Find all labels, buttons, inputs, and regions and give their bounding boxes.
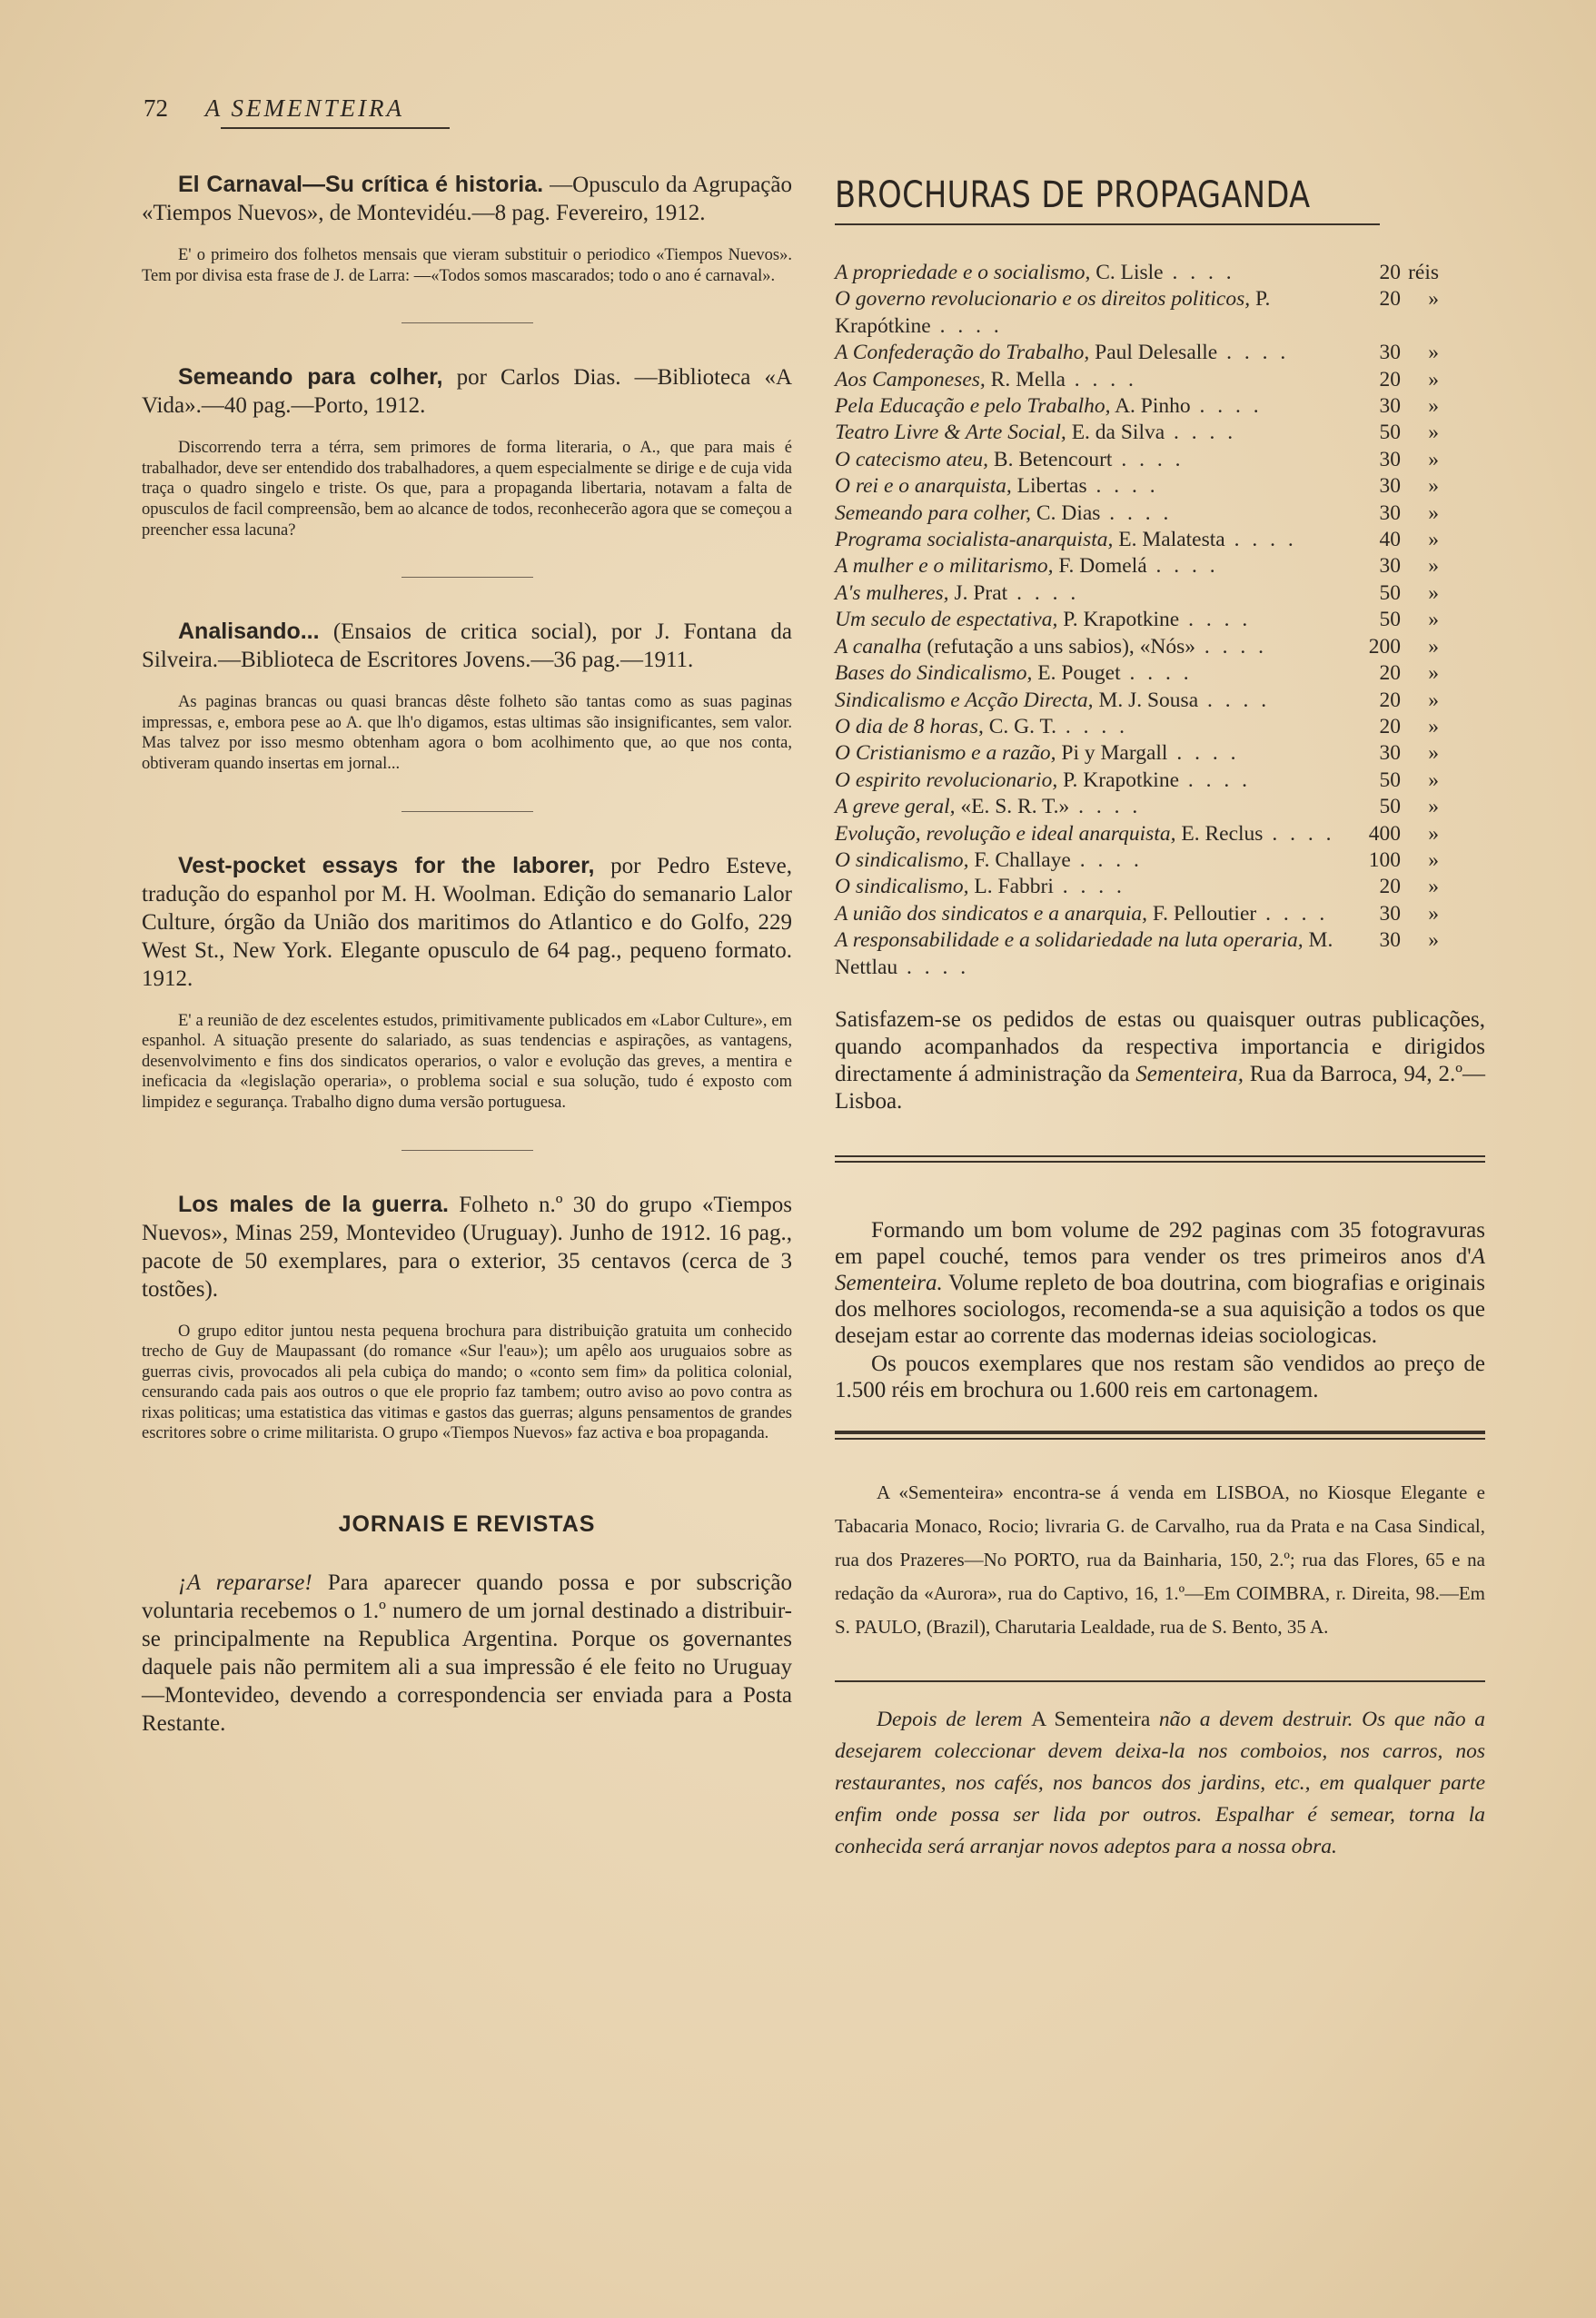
review-head [142, 852, 792, 993]
brochure-price-unit: » [1428, 608, 1439, 632]
brochure-title: Evolução, revolução e ideal anarquista, [835, 821, 1176, 846]
brochure-price: 100 [1368, 847, 1401, 872]
brochure-item [835, 607, 1485, 633]
brochure-item [835, 794, 1485, 820]
brochure-title: A canalha [835, 634, 922, 659]
brochure-item [835, 768, 1485, 794]
review-head [142, 1191, 792, 1303]
brochure-entry [835, 420, 1346, 446]
brochure-entry [835, 768, 1346, 794]
brochure-price: 20 [1379, 261, 1401, 284]
brochure-entry [835, 821, 1346, 847]
brochure-price-unit: » [1428, 421, 1439, 445]
brochure-price: 30 [1379, 554, 1401, 579]
brochure-price-unit: » [1428, 367, 1439, 391]
dot-leader: . . . . [1086, 474, 1159, 499]
review-title: Semeando para colher, [178, 364, 443, 391]
brochure-author: C. Dias [1031, 500, 1101, 525]
brochure-entry [835, 553, 1346, 580]
brochure-author: Paul Delesalle [1089, 341, 1218, 365]
brochure-entry [835, 688, 1346, 714]
brochure-author: A. Pinho [1110, 394, 1191, 419]
brochure-item [835, 553, 1485, 580]
dot-leader: . . . . [1146, 554, 1219, 579]
brochure-entry [835, 927, 1346, 981]
review-title: Los males de la guerra. [178, 1191, 449, 1217]
brochure-price: 200 [1368, 634, 1401, 659]
brochure-price-unit: » [1428, 634, 1439, 659]
brochure-entry [835, 473, 1346, 500]
brochures-title: BROCHURAS DE PROPAGANDA [835, 174, 1311, 216]
brochure-item [835, 634, 1485, 660]
brochure-author: (refutação a uns sabios), «Nós» [921, 634, 1196, 659]
brochure-price: 50 [1379, 795, 1401, 819]
brochure-price-unit: » [1428, 580, 1439, 605]
review-details: —Opusculo da Agrupação «Tiempos Nuevos», de Montevidéu.—8 pag. Fevereiro, 1912. [142, 173, 792, 225]
brochure-title: A greve geral, [835, 795, 956, 819]
brochure-item [835, 580, 1485, 607]
review-details: (Ensaios de critica social), por J. Fontana da Silveira.—Biblioteca de Escritores Jovens.—36 pag.—1911. [142, 619, 792, 673]
review-details: Folheto n.º 30 do grupo «Tiempos Nuevos», Minas 259, Montevideo (Uruguay). Junho de 1912. 16 pag., pacote de 50 exemplares, para o exterior, 35 centavos (cerca de 3 tostões). [142, 1192, 792, 1302]
brochure-price-unit: » [1428, 554, 1439, 579]
brochure-author: P. Krapótkine [835, 287, 1271, 338]
brochure-author: L. Fabbri [968, 875, 1054, 899]
brochure-title: Aos Camponeses, [835, 367, 986, 391]
separator-short [401, 1150, 533, 1151]
brochure-item [835, 688, 1485, 714]
separator-short [401, 322, 533, 323]
dot-leader: . . . . [1165, 421, 1237, 445]
dot-leader: . . . . [1070, 847, 1143, 872]
brochure-price-unit: » [1428, 500, 1439, 525]
brochure-item [835, 527, 1485, 553]
brochure-price: 40 [1379, 528, 1401, 552]
brochure-author: E. Malatesta [1113, 528, 1225, 552]
brochure-price-unit: » [1428, 821, 1439, 846]
dot-leader: . . . . [1198, 688, 1271, 712]
brochure-title: A's mulheres, [835, 580, 949, 605]
review-title: Vest-pocket essays for the laborer, [178, 852, 595, 878]
dot-leader: . . . . [1069, 795, 1142, 819]
brochure-author: P. Krapotkine [1057, 608, 1180, 632]
orders-notice: Satisfazem-se os pedidos de estas ou quaisquer outras publicações, quando acompanhados da respectiva importancia e dirigidos directamente á administração da Sementeira, Rua da Barroca, 94, 2.º—Lisboa. [835, 1006, 1485, 1114]
dot-leader: . . . . [1195, 634, 1268, 659]
dot-leader: . . . . [1053, 875, 1125, 899]
brochure-item [835, 260, 1485, 286]
brochure-entry [835, 286, 1346, 340]
jornais-lead: ¡A repararse! [178, 1570, 312, 1596]
dot-leader: . . . . [1179, 608, 1252, 632]
dot-leader: . . . . [1007, 580, 1080, 605]
brochure-price-unit: » [1428, 741, 1439, 766]
brochure-entry [835, 260, 1346, 286]
review-body: Discorrendo terra a térra, sem primores de forma literaria, o A., que para mais é trabalhador, deve ser entendido dos trabalhadores, a quem especialmente se dirige e de cuja vida traça o quadro singelo e triste. Os que, para a propaganda libertaria, notavam a falta de opusculos de facil compreensão, bem ao alcance de todos, reconhecerão agora que se começou a preencher essa lacuna? [142, 439, 792, 540]
brochure-price: 30 [1379, 447, 1401, 471]
brochure-price-unit: » [1428, 447, 1439, 471]
review-title: El Carnaval—Su crítica é historia. [178, 172, 544, 197]
dot-leader: . . . . [930, 313, 1003, 338]
brochure-title: O sindicalismo, [835, 875, 969, 899]
review-details: por Pedro Esteve, tradução do espanhol por M. H. Woolman. Edição do semanario Lalor Culture, órgão da União dos maritimos do Atlantico e do Golfo, 229 West St., New York. Elegante opusculo de 64 pag., pequeno formato. 1912. [142, 853, 793, 991]
dot-leader: . . . . [1179, 768, 1252, 792]
brochure-price-unit: » [1428, 795, 1439, 819]
brochure-entry [835, 714, 1346, 740]
brochure-title: O catecismo ateu, [835, 447, 989, 471]
brochure-title: A responsabilidade e a solidariedade na luta operaria, [835, 928, 1304, 953]
brochure-item [835, 367, 1485, 393]
brochure-price: 30 [1379, 741, 1401, 766]
brochure-item [835, 847, 1485, 874]
publication-title: A SEMENTEIRA [204, 94, 404, 122]
dot-leader: . . . . [1263, 821, 1335, 846]
brochure-price: 20 [1379, 714, 1401, 738]
brochures-title-rule [835, 223, 1380, 225]
brochure-price: 20 [1379, 688, 1401, 712]
review-title: Analisando... [178, 619, 320, 645]
edition-paragraph-2: Os poucos exemplares que nos restam são vendidos ao preço de 1.500 réis em brochura ou 1.600 reis em cartonagem. [835, 1351, 1485, 1402]
brochure-item [835, 340, 1485, 366]
brochure-price-unit: » [1428, 901, 1439, 926]
page-number: 72 [144, 94, 168, 122]
review-entry [142, 171, 792, 286]
brochure-price-unit: » [1428, 875, 1439, 899]
brochure-item [835, 714, 1485, 740]
brochure-author: F. Domelá [1053, 554, 1147, 579]
review-entry [142, 618, 792, 774]
brochure-item [835, 927, 1485, 981]
brochure-price-unit: » [1428, 528, 1439, 552]
brochure-entry [835, 527, 1346, 553]
brochure-title: Um seculo de espectativa, [835, 608, 1058, 632]
brochure-author: E. Reclus [1175, 821, 1264, 846]
review-entry [142, 852, 792, 1114]
brochure-title: O espirito revolucionario, [835, 768, 1058, 792]
brochure-entry [835, 393, 1346, 420]
review-head [142, 171, 792, 227]
brochure-author: M. Nettlau [835, 928, 1333, 979]
brochure-title: O dia de 8 horas, [835, 714, 984, 738]
separator-thick [835, 1431, 1485, 1440]
brochure-author: P. Krapotkine [1057, 768, 1180, 792]
brochure-author: «E. S. R. T.» [955, 795, 1070, 819]
brochure-author: R. Mella [985, 367, 1066, 391]
brochure-title: Bases do Sindicalismo, [835, 661, 1033, 686]
brochure-item [835, 740, 1485, 767]
brochure-item [835, 286, 1485, 340]
brochure-price-unit: » [1428, 394, 1439, 419]
brochure-author: F. Challaye [968, 847, 1071, 872]
brochure-entry [835, 500, 1346, 527]
dot-leader: . . . . [1217, 341, 1290, 365]
review-body: E' a reunião de dez escelentes estudos, primitivamente publicados em «Labor Culture», em espanhol. A situação presente do salariado, as suas tendencias e aspirações, as vantagens, desenvolvimento e fins dos sindicatos operarios, o valor e evolução das greves, a mentira e ineficacia da «legislação operaria», o problema social e sua solução, tudo é exposto com limpidez e segurança. Trabalho digno duma versão portuguesa. [142, 1011, 792, 1112]
brochure-author: C. Lisle [1090, 261, 1164, 284]
brochure-title: A Confederação do Trabalho, [835, 341, 1090, 365]
dot-leader: . . . . [897, 955, 970, 979]
brochure-price-unit: » [1428, 714, 1439, 738]
review-body: As paginas brancas ou quasi brancas dêste folheto são tantas como as suas paginas impressas, e, embora pese ao A. que lh'o digamos, estas ultimas são insignificantes, sem valor. Mas talvez por isso mesmo obtenham agora o bom acolhimento que, ao que nos conta, obtiveram quando insertas em jornal... [142, 693, 792, 773]
brochure-price: 20 [1379, 875, 1401, 899]
brochure-title: A união dos sindicatos e a anarquia, [835, 901, 1148, 926]
brochure-price: 30 [1379, 341, 1401, 365]
review-entry [142, 363, 792, 540]
separator-double [835, 1155, 1485, 1163]
brochure-title: A mulher e o militarismo, [835, 554, 1054, 579]
brochure-price: 20 [1379, 661, 1401, 686]
brochure-author: M. J. Sousa [1093, 688, 1199, 712]
brochure-title: Programa socialista-anarquista, [835, 528, 1114, 552]
brochure-title: O Cristianismo e a razão, [835, 741, 1056, 766]
brochure-entry [835, 447, 1346, 473]
brochure-price-unit: » [1428, 341, 1439, 365]
brochure-title: O governo revolucionario e os direitos politicos, [835, 287, 1251, 312]
brochure-price-unit: » [1428, 661, 1439, 686]
brochure-author: Libertas [1011, 474, 1087, 499]
brochure-entry [835, 580, 1346, 607]
brochure-price-unit: » [1428, 287, 1439, 312]
brochure-price: 50 [1379, 768, 1401, 792]
dot-leader: . . . . [1167, 741, 1240, 766]
brochure-price: 30 [1379, 474, 1401, 499]
dot-leader: . . . . [1120, 661, 1193, 686]
brochure-entry [835, 634, 1346, 660]
brochure-price: 50 [1379, 608, 1401, 632]
separator-final [835, 1680, 1485, 1682]
closing-note: Depois de lerem A Sementeira não a devem destruir. Os que não a desejarem coleccionar devem deixa-la nos comboios, nos carros, nos restaurantes, nos cafés, nos bancos dos jardins, etc., em qualquer parte enfim onde possa ser lida por outros. Espalhar é semear, torna la conhecida será arranjar novos adeptos para a nossa obra. [835, 1707, 1485, 1858]
header-underline [221, 127, 450, 129]
brochure-entry [835, 340, 1346, 366]
brochure-price: 30 [1379, 901, 1401, 926]
dot-leader: . . . . [1100, 500, 1173, 525]
brochure-item [835, 473, 1485, 500]
brochure-author: B. Betencourt [988, 447, 1113, 471]
brochure-item [835, 420, 1485, 446]
brochure-price: 30 [1379, 500, 1401, 525]
brochure-author: Pi y Margall [1056, 741, 1168, 766]
brochure-entry [835, 794, 1346, 820]
right-column [835, 171, 1485, 1863]
brochure-price: 20 [1379, 367, 1401, 391]
left-column [142, 171, 792, 1738]
brochure-price-unit: » [1428, 474, 1439, 499]
dot-leader: . . . . [1065, 367, 1137, 391]
review-entry [142, 1191, 792, 1445]
sale-locations-notice: A «Sementeira» encontra-se á venda em LISBOA, no Kiosque Elegante e Tabacaria Monaco, Rocio; livraria G. de Carvalho, rua da Prata e na Casa Sindical, rua dos Prazeres—No PORTO, rua da Bainharia, 150, 2.º; rua das Flores, 65 e na redação da «Aurora», rua do Captivo, 16, 1.º—Em COIMBRA, r. Direita, 98.—Em S. PAULO, (Brazil), Charutaria Lealdade, rua de S. Bento, 35 A. [835, 1481, 1485, 1638]
separator-short [401, 811, 533, 812]
dot-leader: . . . . [1190, 394, 1263, 419]
dot-leader: . . . . [1056, 714, 1128, 738]
brochure-price-unit: » [1428, 928, 1439, 953]
brochure-entry [835, 367, 1346, 393]
review-head [142, 618, 792, 674]
page-header [144, 94, 404, 123]
brochure-item [835, 660, 1485, 687]
brochure-entry [835, 901, 1346, 927]
brochure-author: J. Prat [948, 580, 1008, 605]
brochure-price-unit: » [1428, 688, 1439, 712]
brochure-price-unit: réis [1408, 261, 1439, 284]
brochure-price: 20 [1379, 287, 1401, 312]
brochure-title: Pela Educação e pelo Trabalho, [835, 394, 1111, 419]
brochure-list [835, 260, 1485, 981]
brochure-author: F. Pelloutier [1147, 901, 1257, 926]
brochure-entry [835, 874, 1346, 900]
brochure-title: A propriedade e o socialismo, [835, 261, 1091, 284]
edition-paragraph-1: Formando um bom volume de 292 paginas com 35 fotogravuras em papel couché, temos para vender os tres primeiros anos d'A Sementeira. Volume repleto de boa doutrina, com biografias e originais dos melhores sociologos, recomenda-se a sua aquisição a todos os que desejam estar ao corrente das modernas ideias sociologicas. [835, 1217, 1485, 1348]
brochure-item [835, 821, 1485, 847]
brochure-item [835, 447, 1485, 473]
brochure-title: Sindicalismo e Acção Directa, [835, 688, 1094, 712]
brochure-price: 50 [1379, 421, 1401, 445]
review-entries [142, 171, 792, 1444]
dot-leader: . . . . [1224, 528, 1297, 552]
jornais-paragraph: ¡A repararse! Para aparecer quando possa e por subscrição voluntaria recebemos o 1.º numero de um jornal destinado a distribuir-se principalmente na Republica Argentina. Porque os governantes daquele pais não permitem ali a sua impressão é ele feito no Uruguay—Montevideo, devendo a correspondencia ser enviada para a Posta Restante. [142, 1570, 792, 1737]
brochure-item [835, 874, 1485, 900]
dot-leader: . . . . [1163, 261, 1235, 284]
brochure-entry [835, 660, 1346, 687]
brochure-title: O rei e o anarquista, [835, 474, 1012, 499]
brochure-price: 50 [1379, 580, 1401, 605]
brochure-item [835, 500, 1485, 527]
section-heading-jornais: JORNAIS E REVISTAS [338, 1511, 596, 1538]
review-head [142, 363, 792, 420]
brochure-item [835, 901, 1485, 927]
separator-short [401, 577, 533, 578]
brochure-author: C. G. T. [983, 714, 1056, 738]
brochure-item [835, 393, 1485, 420]
review-details: por Carlos Dias. —Biblioteca «A Vida».—40 pag.—Porto, 1912. [142, 365, 792, 419]
brochure-price-unit: » [1428, 847, 1439, 872]
dot-leader: . . . . [1256, 901, 1329, 926]
brochure-author: E. da Silva [1066, 421, 1165, 445]
brochure-entry [835, 740, 1346, 767]
brochure-price: 400 [1368, 821, 1401, 846]
brochure-author: E. Pouget [1032, 661, 1121, 686]
review-body: O grupo editor juntou nesta pequena brochura para distribuição gratuita um conhecido trecho de Guy de Maupassant (do romance «Sur l'eau»); um apêlo aos uruguaios sobre as guerras civis, provocados ali pela cubiça do mando; o «conto sem fim» da politica colonial, censurando cada pais aos outros o que ele proprio faz tambem; outro aviso ao povo contra as rixas politicas; uma estatistica das vitimas e gastos das guerras; alguns pensamentos de grandes escritores sobre o crime militarista. O grupo «Tiempos Nuevos» faz activa e boa propaganda. [142, 1322, 792, 1443]
brochure-price-unit: » [1428, 768, 1439, 792]
brochure-entry [835, 607, 1346, 633]
brochure-price: 30 [1379, 394, 1401, 419]
review-body: E' o primeiro dos folhetos mensais que vieram substituir o periodico «Tiempos Nuevos». Tem por divisa esta frase de J. de Larra: —«Todos somos mascarados; todo o ano é carnaval». [142, 246, 792, 285]
brochure-title: O sindicalismo, [835, 847, 969, 872]
brochure-price: 30 [1379, 928, 1401, 953]
dot-leader: . . . . [1112, 447, 1185, 471]
brochure-entry [835, 847, 1346, 874]
brochure-title: Semeando para colher, [835, 500, 1032, 525]
brochure-title: Teatro Livre & Arte Social, [835, 421, 1066, 445]
